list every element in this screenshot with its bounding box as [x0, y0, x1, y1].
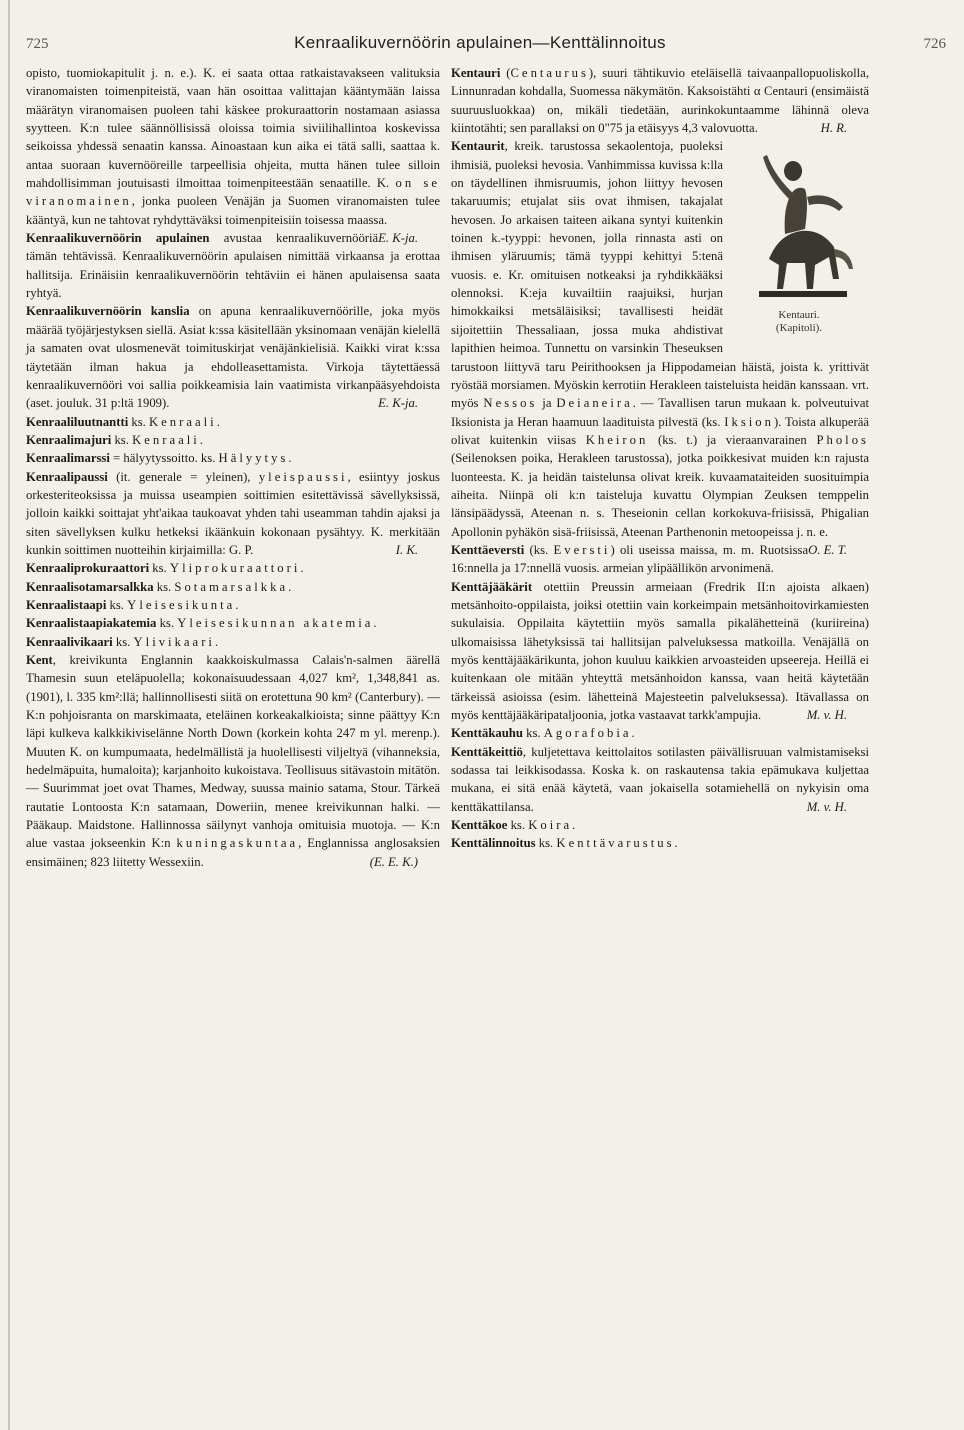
- author-signature: I. K.: [395, 542, 418, 557]
- entry-headword: Kentauri: [451, 66, 501, 80]
- centaur-statue-icon: [739, 139, 859, 309]
- entry-headword: Kenraalivikaari: [26, 634, 113, 649]
- entry-text: .: [674, 836, 678, 851]
- cross-reference: Kenttävarustus: [556, 836, 675, 851]
- entry-text: (ks. t.) ja vieraanvarainen: [648, 432, 817, 447]
- cross-reference: Yleisesikunta: [127, 597, 236, 612]
- entry-text: , kreivikunta Englannin kaakkoiskulmassa Calais'n-salmen äärellä Thamesin suun eteläpuolella; kokonaisuudessaan 4,027 km², 1,348,841 as. (1901), l. 335 km²:llä; hallinnollisesti siitä on erotettuna 90 km² (Canterbury). — K:n pohjoisranta on marskimaata, eteläinen korkeakalkioista; sinne päättyy K:n läpi kulkeva kalkkikiviselänne North Down (korkein kohta 247 m yl. merenp.). Muuten K. on kumpumaata, hedelmällistä ja huolellisesti viljeltyä (vihanneksia, hedelmäpuita, humaloita); karjanhoito kukoistava. Teollisuus sitävastoin mitätön. — Suurimmat joet ovat Thames, Medway, suussa mainio satama, Stour. Tärkeä rautatie Lontoosta K:n satamaan, Doweriin, menee kreivikunnan halki. — Pääkaup. Maidstone. Hallinnossa säilynyt vanhoja omituisia muotoja. — K:n alue vastaa jokseenkin K:n: [26, 653, 440, 851]
- entry: [26, 614, 440, 632]
- entry-headword: Kenraalimajuri: [26, 432, 112, 447]
- entry-text: .: [288, 579, 292, 594]
- cross-reference: Yleisesikunnan akatemia: [177, 616, 374, 631]
- entry: [451, 743, 869, 816]
- entry-text: .: [214, 634, 219, 649]
- cross-reference: Eversti: [553, 542, 611, 557]
- entry-text: (ks.: [524, 542, 554, 557]
- entry-headword: Kenraaliluutnantti: [26, 414, 129, 429]
- cross-reference: Pholos: [816, 432, 869, 447]
- entry-text: on apuna kenraalikuvernöörille, joka myös määrää työjärjestyksen siellä. Asiat k:ssa käsitellään yksinomaan venäjän kielellä ja samaten ovat ulosmenevät toimituskirjat venäjänkielisiä. Kaikki virat k:ssa täytetään ilman hakua ja ehdolleasettamista. Virkoja täytettäessä kenraalikuvernööri voi sallia poikkeamisia lain vaatimista virkanpääsyehdoista (aset. jouluk. 31 p:ltä 1909).: [26, 304, 440, 411]
- page-header: [0, 30, 964, 60]
- cross-reference: Ylivikaari: [133, 634, 215, 649]
- centaur-shape-0: [769, 231, 839, 289]
- entry-headword: Kenraalipaussi: [26, 469, 108, 484]
- entry: [451, 64, 869, 137]
- entry-text: ks.: [111, 432, 133, 447]
- entry: [26, 229, 440, 302]
- entry-text: ks.: [106, 597, 128, 612]
- entry: [451, 541, 869, 578]
- entry-text: = hälyytyssoitto. ks.: [109, 451, 219, 466]
- cross-reference: Iksion: [724, 414, 774, 429]
- entry: [26, 578, 440, 596]
- entry-text: .: [216, 414, 220, 429]
- right-page-number: 726: [923, 36, 946, 52]
- cross-reference: Yliprokuraattori: [169, 561, 301, 576]
- cross-reference: Centaurus: [510, 66, 589, 80]
- cross-reference: Agorafobia: [543, 726, 632, 741]
- entry-text: .: [631, 726, 635, 741]
- entry-text: , esiintyy joskus orkesteriteoksissa ja muissa useampien soittimien esitettävissä sävellyksissä, jolloin kaikki soittajat yht'aikaa taukoavat yhden tahi useamman tahdin ajaksi ja siten sävellyksen kulku hetkeksi ikäänkuin kokonaan pysähtyy. K. merkitään kunkin soittimen nuotteihin kirjaimilla: G. P.: [26, 469, 440, 557]
- entry-headword: Kent: [26, 653, 53, 667]
- entry-headword: Kentaurit: [451, 139, 505, 154]
- entry-text: , Englannissa anglosaksien ensimäinen; 823 liitetty Wessexiin.: [26, 836, 440, 869]
- entry-text: ks.: [149, 561, 170, 576]
- entry-text: (: [500, 66, 511, 80]
- entry-headword: Kenraalikuvernöörin kanslia: [26, 304, 190, 319]
- cross-reference: kuningaskuntaa: [176, 836, 299, 851]
- figure-caption-title: Kentauri.: [778, 309, 820, 322]
- cross-reference: Kheiron: [585, 432, 649, 447]
- entry-headword: Kenttäjääkärit: [451, 579, 533, 594]
- author-signature: E. K-ja.: [378, 396, 418, 411]
- entry-headword: Kenraalisotamarsalkka: [26, 579, 154, 594]
- entry-headword: Kenraaliprokuraattori: [26, 561, 150, 576]
- left-column: [26, 64, 440, 871]
- entry-text: , kuljetettava keittolaitos sotilasten päivällisruuan valmistamiseksi sodassa tai leikkisodassa. Koska k. on raskautensa takia epämukava kuljettaa mukana, ei sitä enää käytetä, vaan jokaisella sotamiehellä on nykyisin oma kenttäkattilansa.: [451, 744, 869, 814]
- author-signature: M. v. H.: [806, 708, 847, 723]
- entry-text: otettiin Preussin armeiaan (Fredrik II:n ajoista alkaen) metsänhoito-oppilaista, joiksi otettiin vain korkeimpain metsänhoitovirkamiesten sukulaisia. Oppilaita käytettiin myös samalla pikalähetteinä (kuriireina) ulkomaisissa lähetyksissä tai hallitsijan palveluksessa matkoilla. Venäjällä on myös kenttäjääkärikunta, johon kuuluu kaikkien arvoasteiden upseereja. Heillä ei kuitenkaan ole mitään yhteyttä metsänhoidon kanssa, vaan heitä käytetään tärkeissä asioissa (esim. lähetteinä Majesteetin palveluksessa). Itävallassa on myös kenttäjääkäripataljoonia, jotka vastaavat tarkk'ampujia.: [451, 579, 869, 723]
- running-title: Kenraalikuvernöörin apulainen—Kenttälinnoitus: [294, 33, 666, 52]
- centaur-shape-2: [784, 161, 802, 181]
- right-column: [451, 64, 869, 853]
- entry-text: avustaa kenraalikuvernööriä tämän tehtävissä. Kenraalikuvernöörin apulaisen nimittää virkaansa ja erottaa hallitsija. Erinäisiin kenraalikuvernöörin tehtäviin ei hänen apulaisensa saata ryhtyä.: [26, 231, 440, 301]
- entry-headword: Kenttäkoe: [451, 818, 508, 833]
- cross-reference: Koira: [528, 818, 573, 833]
- entry: [451, 724, 869, 742]
- entry: [26, 449, 440, 467]
- entry-text: ks.: [156, 616, 178, 631]
- entry: [26, 559, 440, 577]
- entry-text: .: [300, 561, 304, 576]
- cross-reference: yleispaussi: [258, 469, 348, 484]
- entry-text: (Seilenoksen poika, Herakleen tarustossa), jotka poikkesivat muiden k:n rajusta luonteesta. K. ja heidän taistelunsa olivat kreik. kuvaamataiteiden suosituimpia aiheita. Niinpä oli k:n taisteluja kuvattu Olympian Zeuksen temppelin länsipäädyssä, Ateenan n. s. Theseionin cellan korkokuva-friisissä, Phigalian Apollonin pyhäkön sisä-friisissä, Ateenan Parthenonin metoopeissa j. n. e.: [451, 451, 869, 539]
- binding-edge: [8, 0, 10, 1430]
- entry-headword: Kenttäkeittiö: [451, 744, 523, 759]
- entry-headword: Kenttäkauhu: [451, 726, 523, 741]
- cross-reference: Kenraali: [132, 432, 200, 447]
- entry-text: ks.: [535, 836, 557, 851]
- entry-text: ks.: [153, 579, 175, 594]
- entry-headword: Kenttälinnoitus: [451, 836, 536, 851]
- entry-text: ja: [537, 396, 557, 411]
- entry-headword: Kenraalikuvernöörin apulainen: [26, 231, 210, 246]
- entry: [26, 302, 440, 412]
- entry-text: .: [288, 451, 292, 466]
- entry-text: opisto, tuomiokapitulit j. n. e.). K. ei saata ottaa ratkaistavakseen valituksia viranomaisten toimenpiteistä, vaan hän osoittaa valittajan kääntymään laissa määrätyn viranomaisen puoleen tahi käskee prokuraattorin nostamaan asiassa syytteen. K:n tulee säännöllisissä oloissa toimia siviilihallintoa koskevissa seikoissa yhdessä senaatin kanssa. Ainoastaan kun aika ei tätä salli, saattaa k. antaa suoraan kuvernööreille tarpeellisia ohjeita, mutta hänen tulee silloin mahdollisimman joutuisasti ilmoittaa toimenpiteestään senaatille. K.: [26, 66, 440, 191]
- cross-reference: Deianeira: [556, 396, 633, 411]
- entry-text: .: [373, 616, 377, 631]
- entry: [26, 431, 440, 449]
- cross-reference: Kenraali: [149, 414, 217, 429]
- entry-text: ), suuri tähtikuvio eteläisellä taivaanpallopuoliskolla, Linnunradan kohdalla, Suomessa näkymätön. Kaksoistähti α Centauri (ensimäistä suuruusluokkaa) on, mikäli tiedetään, aurinkokuntaamme lähinnä oleva kiintotähti; sen parallaksi on 0"75 ja etäisyys 4,3 valovuotta.: [451, 66, 869, 136]
- entry-text: ks.: [112, 634, 134, 649]
- entry-headword: Kenraalimarssi: [26, 451, 110, 466]
- author-signature: (E. E. K.): [369, 854, 418, 869]
- entry-text: ). Toista alkuperää olivat kuitenkin viisas: [451, 414, 869, 447]
- author-signature: M. v. H.: [806, 799, 847, 814]
- cross-reference: Sotamarsalkka: [174, 579, 289, 594]
- cross-reference: on se viranomainen: [26, 176, 440, 209]
- entry-text: . — Tavallisen tarun mukaan k. polveutuivat Iksionista ja Heran haamuun laadituista pilvestä (ks.: [451, 396, 869, 429]
- entry: [451, 816, 869, 834]
- entry: [451, 578, 869, 725]
- entry-text: ks.: [522, 726, 544, 741]
- entry-headword: Kenraalistaapi: [26, 597, 107, 612]
- entry-headword: Kenraalistaapiakatemia: [26, 616, 157, 631]
- figure-caption-location: (Kapitoli).: [775, 322, 823, 335]
- entry-text: .: [572, 818, 576, 833]
- centaur-figure: [729, 139, 869, 349]
- entry-text: ) oli useissa maissa, m. m. Ruotsissa 16:nnella ja 17:nnellä vuosis. armeian ylipäällikön arvonimenä.: [451, 542, 809, 576]
- cross-reference: Hälyytys: [218, 451, 289, 466]
- author-signature: O. E. T.: [808, 542, 847, 557]
- entry: [26, 633, 440, 651]
- entry-text: , jonka puoleen Venäjän ja Suomen viranomaisten tulee kääntyä, kun ne tahtovat ryhdyttäväksi toimenpiteisiin toisessa maassa.: [26, 194, 440, 227]
- left-page-number: 725: [26, 36, 49, 52]
- entry: [26, 413, 440, 431]
- entry: [451, 834, 869, 852]
- entry-text: .: [199, 432, 203, 447]
- author-signature: H. R.: [820, 121, 847, 136]
- centaur-shape-4: [807, 196, 843, 212]
- cross-reference: Nessos: [483, 396, 538, 411]
- entry: [26, 468, 440, 560]
- entry-text: .: [235, 597, 239, 612]
- entry-text: , kreik. tarustossa sekaolentoja, puoleksi ihmisiä, puoleksi hevosia. Vanhimmissa kuvissa k:lla on täydellinen ihmisruumis, johon liittyy hevosen takaruumis; etujalat siis ovat ihmisen, takajalat hevosen. Jo arkaisen taiteen aikana syntyi kuitenkin toinen k.-tyyppi: hevonen, jolla rinnasta asti on ihmisen yläruumis; tämä tyyppi kehittyi 5:tenä vuosis. e. Kr. omituisen notkeaksi ja ryhdikkääksi olennoksi. K:eja kuvailtiin raajuiksi, hurjan himokkaiksi metsäläisiksi; tavallisesti heidät sijoitettiin Thessaliaan, jossa muka ahdistivat lapithien heimoa. Tunnettu on varsinkin Theseuksen tarustoon liittyvä taru Peirithooksen ja Hippodameian häistä, joista k. yrittivät ryöstää morsiamen. Myöskin kerrotiin Herakleen taisteluista heidän kanssaan. vrt. myös: [451, 139, 869, 411]
- entry-text: ks.: [507, 818, 529, 833]
- author-signature: E. K-ja.: [378, 231, 418, 246]
- centaur-shape-6: [759, 291, 847, 297]
- entry-headword: Kenttäeversti: [451, 542, 525, 557]
- entry-text: ks.: [128, 414, 150, 429]
- entry: [26, 596, 440, 614]
- entry-text: (it. generale = yleinen),: [107, 469, 259, 484]
- entry: [26, 651, 440, 871]
